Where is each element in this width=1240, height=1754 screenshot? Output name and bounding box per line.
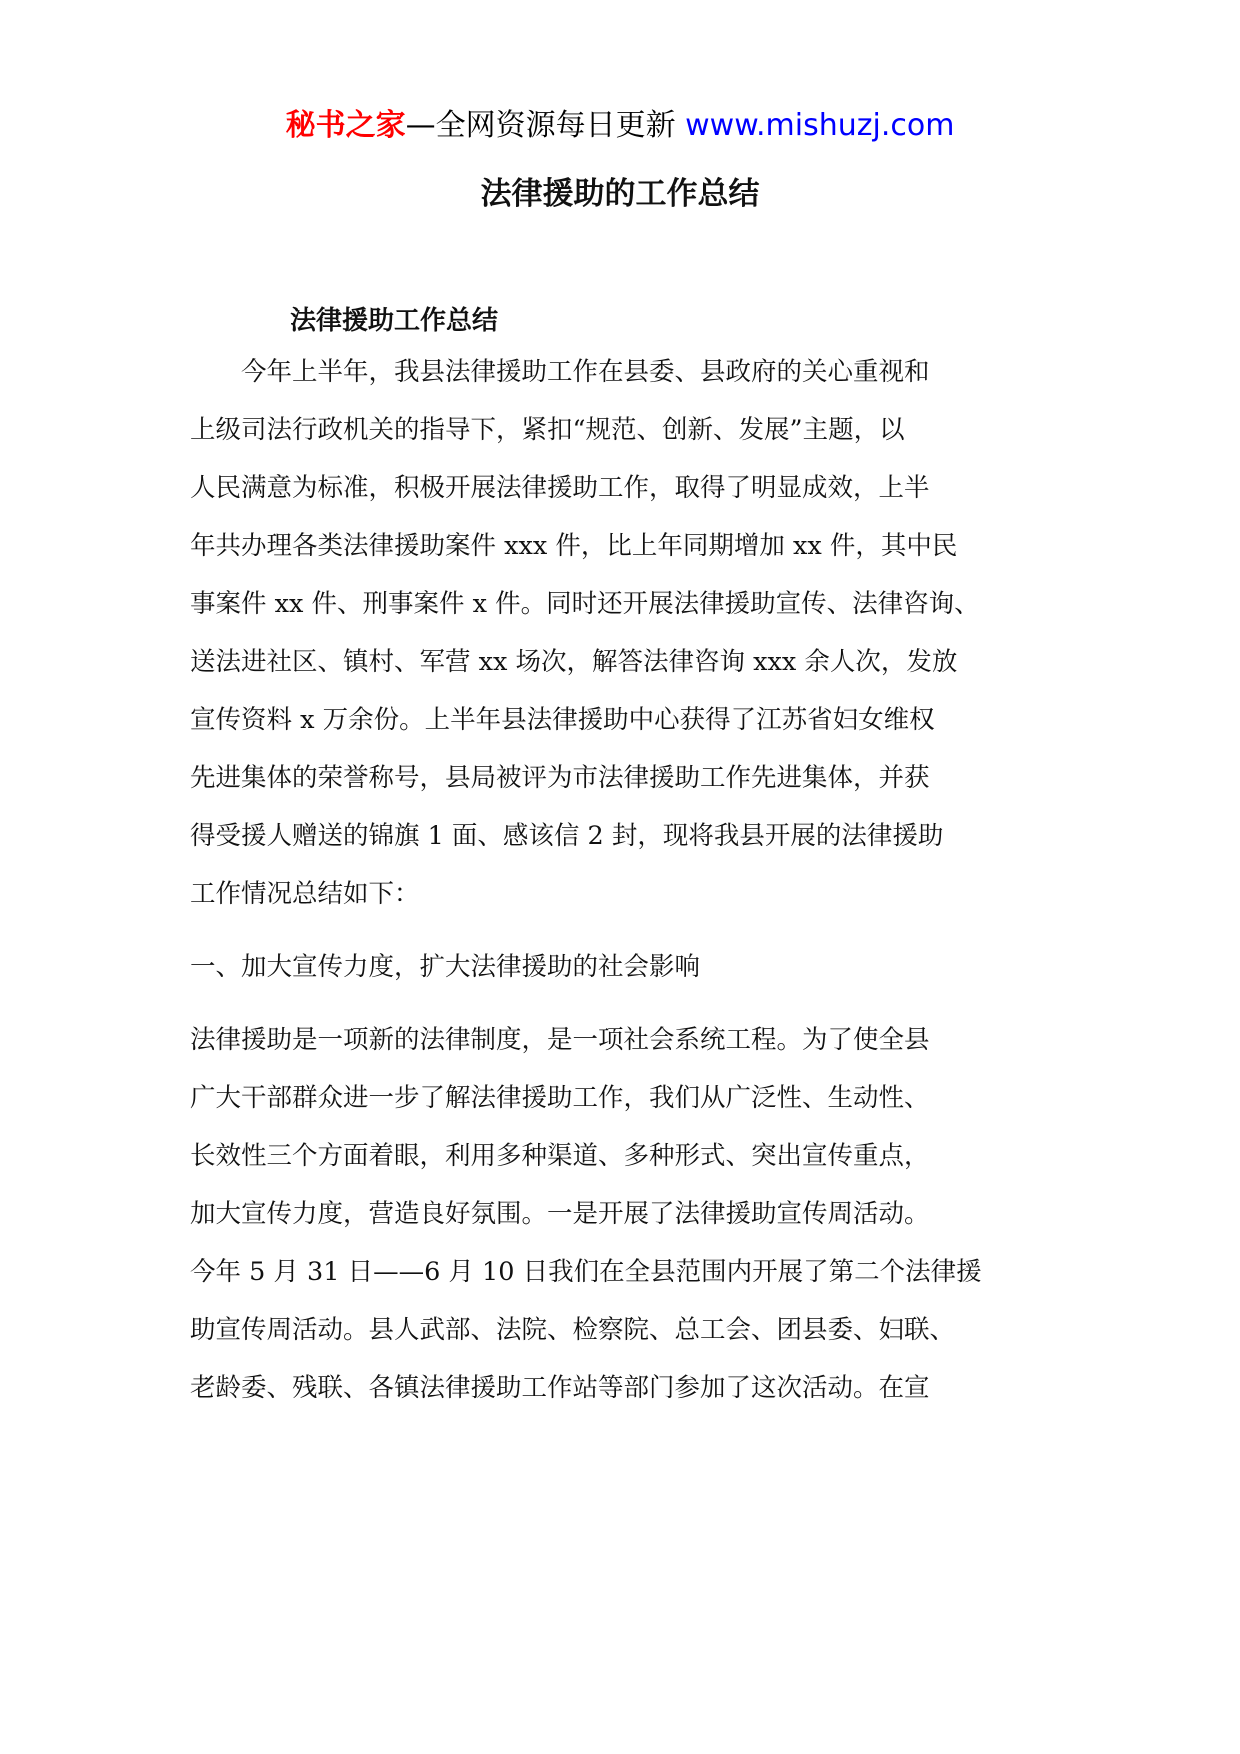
text-line: 法律援助是一项新的法律制度，是一项社会系统工程。为了使全县 bbox=[190, 1025, 930, 1055]
text-line: 得受援人赠送的锦旗 1 面、感该信 2 封，现将我县开展的法律援助 bbox=[190, 821, 944, 851]
document-subtitle: 法律援助工作总结 bbox=[290, 306, 499, 336]
site-url-link[interactable]: www.mishuzj.com bbox=[685, 108, 955, 143]
text-line: 老龄委、残联、各镇法律援助工作站等部门参加了这次活动。在宣 bbox=[190, 1373, 930, 1403]
brand-name: 秘书之家 bbox=[285, 108, 406, 143]
text-line: 助宣传周活动。县人武部、法院、检察院、总工会、团县委、妇联、 bbox=[190, 1315, 956, 1345]
text-line: 先进集体的荣誉称号，县局被评为市法律援助工作先进集体，并获 bbox=[190, 763, 930, 793]
text-line: 加大宣传力度，营造良好氛围。一是开展了法律援助宣传周活动。 bbox=[190, 1199, 930, 1229]
banner-slogan: —全网资源每日更新 bbox=[405, 108, 686, 143]
text-line: 今年上半年，我县法律援助工作在县委、县政府的关心重视和 bbox=[190, 357, 930, 387]
text-line: 上级司法行政机关的指导下，紧扣“规范、创新、发展”主题，以 bbox=[190, 415, 905, 445]
text-line: 广大干部群众进一步了解法律援助工作，我们从广泛性、生动性、 bbox=[190, 1083, 930, 1113]
text-line: 工作情况总结如下： bbox=[190, 879, 420, 909]
text-line: 事案件 xx 件、刑事案件 x 件。同时还开展法律援助宣传、法律咨询、 bbox=[190, 589, 980, 619]
text-line: 年共办理各类法律援助案件 xxx 件，比上年同期增加 xx 件，其中民 bbox=[190, 531, 958, 561]
text-line: 宣传资料 x 万余份。上半年县法律援助中心获得了江苏省妇女维权 bbox=[190, 705, 935, 735]
site-banner bbox=[0, 100, 1240, 144]
document-title: 法律援助的工作总结 bbox=[480, 176, 760, 212]
text-line: 送法进社区、镇村、军营 xx 场次，解答法律咨询 xxx 余人次，发放 bbox=[190, 647, 958, 677]
text-line: 长效性三个方面着眼，利用多种渠道、多种形式、突出宣传重点， bbox=[190, 1141, 930, 1171]
section-heading-1: 一、加大宣传力度，扩大法律援助的社会影响 bbox=[190, 952, 701, 982]
text-line: 人民满意为标准，积极开展法律援助工作，取得了明显成效，上半 bbox=[190, 473, 930, 503]
text-line: 今年 5 月 31 日——6 月 10 日我们在全县范围内开展了第二个法律援 bbox=[190, 1257, 982, 1287]
